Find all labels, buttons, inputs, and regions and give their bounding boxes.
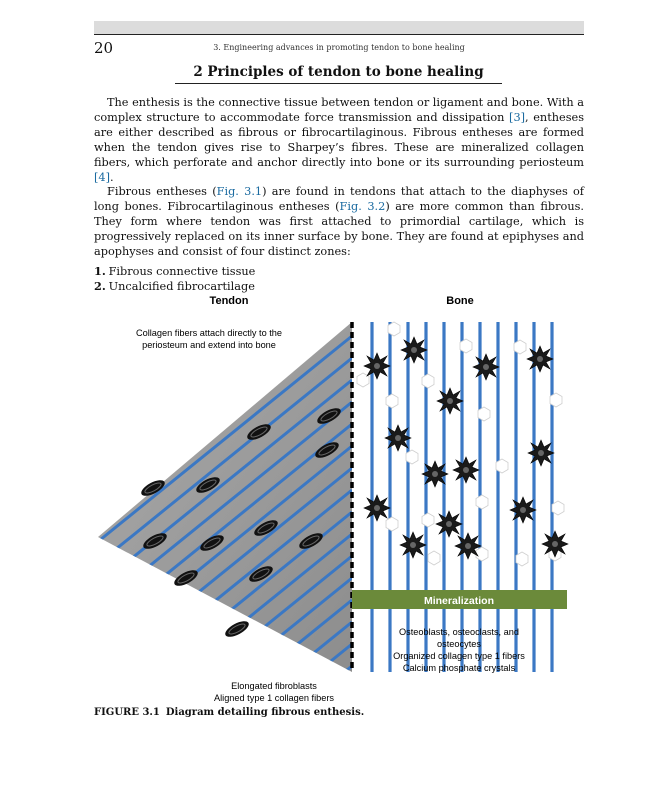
p2-text-a: Fibrous entheses ( (107, 185, 217, 199)
bone-label: Bone (446, 295, 474, 307)
bone-desc-line2: osteocytes (437, 639, 481, 649)
bone-desc-line3: Organized collagen type 1 fibers (393, 651, 525, 661)
mineralization-label: Mineralization (423, 595, 495, 607)
section-heading: 2 Principles of tendon to bone healing (175, 64, 502, 84)
figure-caption (94, 707, 364, 718)
collagen-note-line2: periosteum and extend into bone (142, 340, 276, 350)
tendon-desc-line2: Aligned type 1 collagen fibers (213, 693, 335, 703)
bone-desc-line1: Osteoblasts, osteoclasts, and (398, 627, 520, 637)
p2-text-c: ) are more common than fibrous. They form where tendon was first attached to primordial cartilage, which is progressively replaced on its inner surface by bone. They are found at epiphyses and apophyses and consist of four distinct zones: (94, 200, 584, 259)
list-number: 2. (94, 278, 106, 293)
figure-caption-label: FIGURE 3.1 (94, 707, 160, 718)
list-text: Uncalcified fibrocartilage (108, 279, 255, 293)
p1-text-a: The enthesis is the connective tissue between tendon or ligament and bone. With a complex structure to accommodate force transmission and dissipation (94, 96, 584, 124)
fig-3-2-link[interactable]: Fig. 3.2 (339, 200, 386, 214)
p2-text-b: ) are found in tendons that attach to the diaphyses of long bones. Fibrocartilaginous entheses ( (94, 185, 584, 214)
figure-caption-text: Diagram detailing fibrous enthesis. (165, 707, 365, 718)
page-number: 20 (94, 39, 114, 57)
tendon-desc-line1: Elongated fibroblasts (231, 681, 317, 691)
tendon-label: Tendon (209, 295, 249, 307)
list-text: Fibrous connective tissue (108, 264, 256, 278)
bone-region (352, 322, 568, 672)
bone-desc-line4: Calcium phosphate crystals (402, 663, 516, 673)
tendon-region (98, 322, 352, 800)
fig-3-1-link[interactable]: Fig. 3.1 (216, 185, 263, 199)
collagen-note-line1: Collagen fibers attach directly to the (135, 328, 283, 338)
p1-text-b: , entheses are either described as fibrous or fibrocartilaginous. Fibrous entheses are formed when the tendon gives rise to Sharpey’s fibres. These are mineralized collagen fibers, which perforate and anchor directly into bone or its surrounding periosteum (94, 110, 584, 169)
citation-4[interactable]: [4] (94, 170, 111, 184)
list-number: 1. (94, 263, 106, 278)
running-title: 3. Engineering advances in promoting tendon to bone healing (213, 43, 465, 52)
citation-3[interactable]: [3] (509, 110, 526, 124)
p1-text-c: . (110, 170, 114, 184)
